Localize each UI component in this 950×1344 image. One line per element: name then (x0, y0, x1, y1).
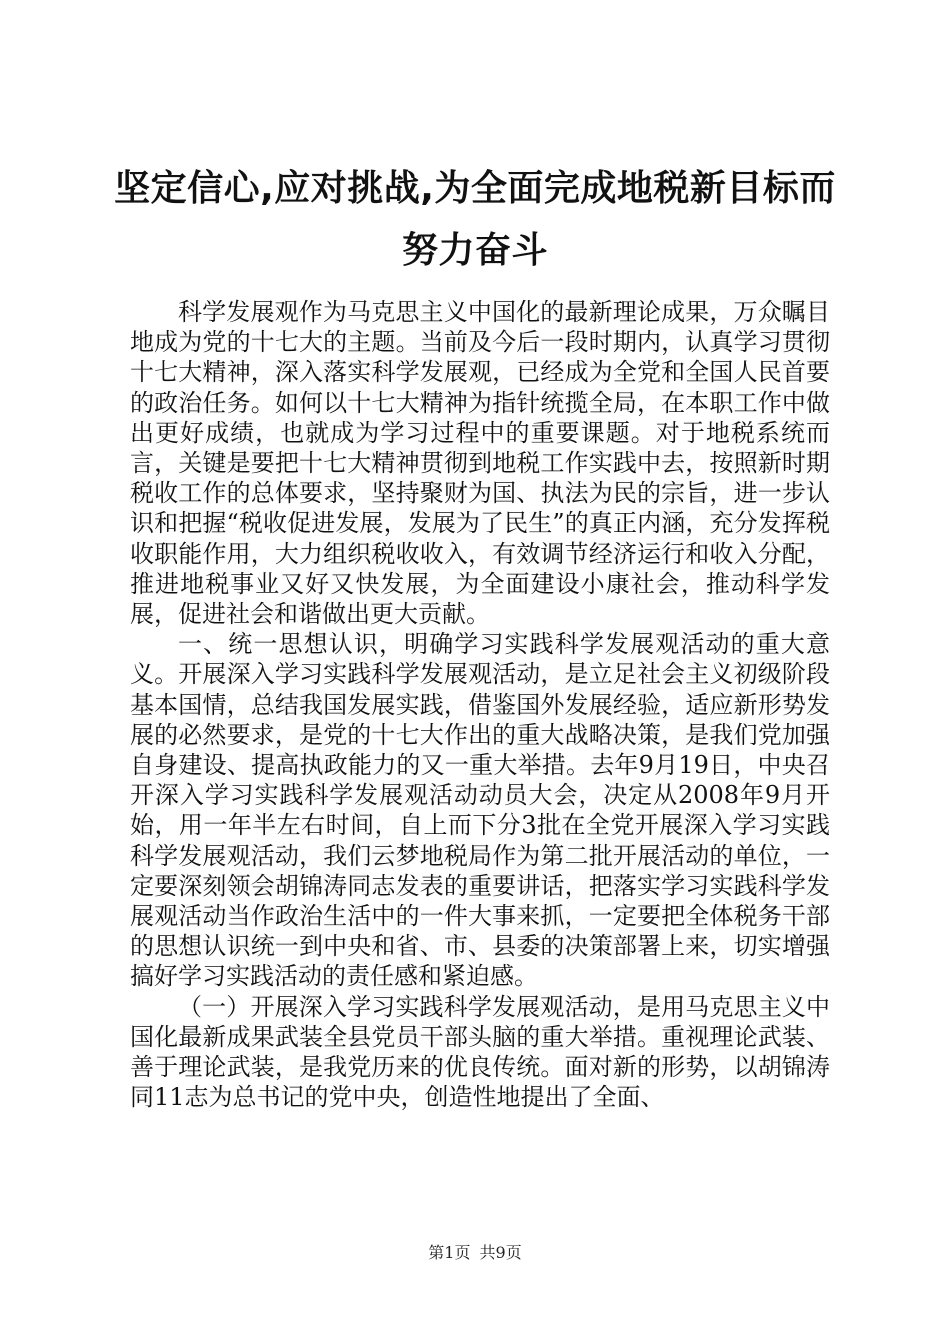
title-line-2: 努力奋斗 (401, 230, 548, 271)
page-number: 第1页 (428, 1243, 471, 1262)
document-body (130, 297, 830, 1112)
paragraph-subsection-1: （一）开展深入学习实践科学发展观活动，是用马克思主义中国化最新成果武装全县党员干部头脑的重大举措。重视理论武装、善于理论武装，是我党历来的优良传统。面对新的形势，以胡锦涛同11志为总书记的党中央，创造性地提出了全面、 (130, 992, 830, 1112)
page-footer (0, 1243, 950, 1263)
paragraph-intro: 科学发展观作为马克思主义中国化的最新理论成果，万众瞩目地成为党的十七大的主题。当前及今后一段时期内，认真学习贯彻十七大精神，深入落实科学发展观，已经成为全党和全国人民首要的政治任务。如何以十七大精神为指针统揽全局，在本职工作中做出更好成绩，也就成为学习过程中的重要课题。对于地税系统而言，关键是要把十七大精神贯彻到地税工作实践中去，按照新时期税收工作的总体要求，坚持聚财为国、执法为民的宗旨，进一步认识和把握“税收促进发展，发展为了民生”的真正内涵，充分发挥税收职能作用，大力组织税收收入，有效调节经济运行和收入分配，推进地税事业又好又快发展，为全面建设小康社会，推动科学发展，促进社会和谐做出更大贡献。 (130, 298, 830, 629)
page-total: 共9页 (479, 1243, 522, 1262)
paragraph-section-1: 一、统一思想认识，明确学习实践科学发展观活动的重大意义。开展深入学习实践科学发展观活动，是立足社会主义初级阶段基本国情，总结我国发展实践，借鉴国外发展经验，适应新形势发展的必然要求，是党的十七大作出的重大战略决策，是我们党加强自身建设、提高执政能力的又一重大举措。去年9月19日，中央召开深入学习实践科学发展观活动动员大会，决定从2008年9月开始，用一年半左右时间，自上而下分3批在全党开展深入学习实践科学发展观活动，我们云梦地税局作为第二批开展活动的单位，一定要深刻领会胡锦涛同志发表的重要讲话，把落实学习实践科学发展观活动当作政治生活中的一件大事来抓，一定要把全体税务干部的思想认识统一到中央和省、市、县委的决策部署上来，切实增强搞好学习实践活动的责任感和紧迫感。 (130, 630, 830, 991)
title-line-1: 坚定信心,应对挑战,为全面完成地税新目标而 (114, 168, 836, 209)
document-title (110, 158, 840, 282)
